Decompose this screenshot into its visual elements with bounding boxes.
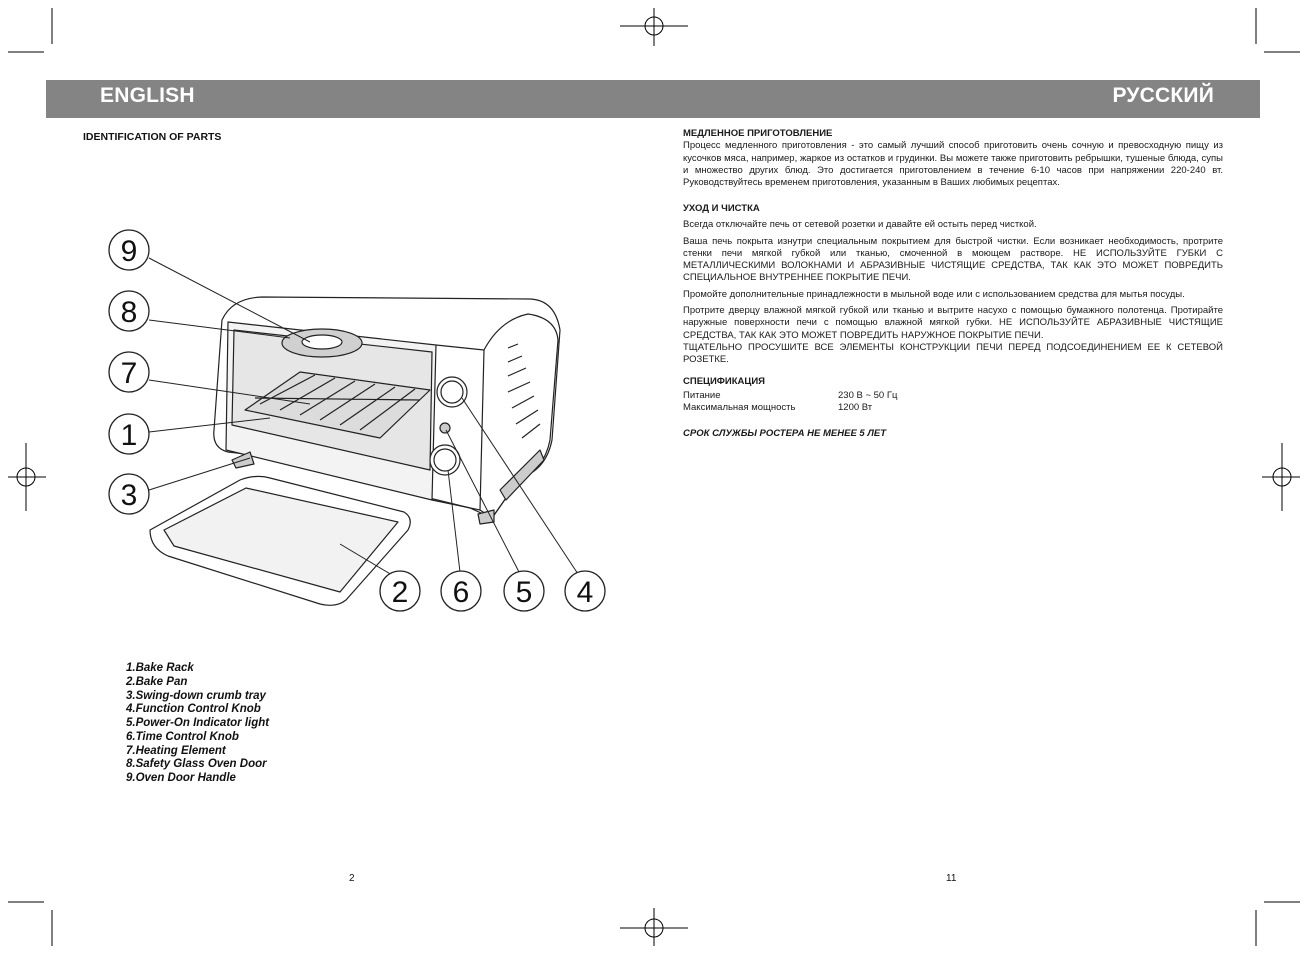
list-item: 6.Time Control Knob — [126, 730, 239, 743]
list-item: 7.Heating Element — [126, 744, 226, 757]
spec-value: 230 В ~ 50 Гц — [838, 390, 898, 401]
slow-cooking-title: МЕДЛЕННОЕ ПРИГОТОВЛЕНИЕ — [683, 128, 833, 139]
list-item: 5.Power-On Indicator light — [126, 717, 270, 729]
list-item: 9.Oven Door Handle — [126, 772, 236, 784]
page-number-right: 11 — [946, 873, 957, 884]
callout-label-5: 5 — [515, 576, 533, 609]
parts-list — [126, 662, 269, 786]
specs-title: СПЕЦИФИКАЦИЯ — [683, 376, 765, 387]
callout-label-3: 3 — [120, 479, 138, 512]
callout-label-9: 9 — [120, 235, 138, 268]
care-title: УХОД И ЧИСТКА — [683, 203, 760, 214]
language-header-bar — [46, 80, 1260, 118]
care-paragraph: Всегда отключайте печь от сетевой розетки и давайте ей остыть перед чисткой. — [683, 219, 1037, 231]
care-paragraph: Протрите дверцу влажной мягкой губкой или тканью и вытрите насухо с помощью бумажного полотенца. Протирайте наружные поверхности печи с помощью влажной мягкой губки. НЕ ИСПОЛЬЗУЙТЕ АБРАЗИВНЫЕ ЧИСТЯЩИЕ СРЕДСТВА, ТАК КАК ЭТО МОЖЕТ ПОВРЕДИТЬ НАРУЖНОЕ ПОКРЫТИЕ ПЕЧИ. — [683, 305, 1223, 341]
list-item: 4.Function Control Knob — [126, 703, 261, 716]
callout-label-2: 2 — [391, 576, 409, 609]
slow-cooking-text: Процесс медленного приготовления - это самый лучший способ приготовить очень сочную и превосходную пищу из кусочков мяса, например, жаркое из остатков и грудинки. Вы можете также приготовить ребрышки, тушеные блюда, супы и множество других блюд. Это достигается приготовлением в течение 6-10 часов при напряжении 220-240 вт. Руководствуйтесь временем приготовления, указанным в Ваших любимых рецептах. — [683, 140, 1223, 189]
callout-label-6: 6 — [452, 576, 470, 609]
callout-label-8: 8 — [120, 296, 138, 329]
care-section — [683, 203, 1223, 367]
list-item: 3.Swing-down crumb tray — [126, 689, 266, 702]
english-heading: ENGLISH — [100, 84, 195, 107]
spec-row-power — [683, 390, 898, 401]
slow-cooking-section — [683, 128, 1223, 189]
spec-label: Питание — [683, 390, 721, 401]
list-item: 1.Bake Rack — [126, 662, 194, 674]
spec-label: Максимальная мощность — [683, 402, 796, 413]
care-paragraph: ТЩАТЕЛЬНО ПРОСУШИТЕ ВСЕ ЭЛЕМЕНТЫ КОНСТРУКЦИИ ПЕЧИ ПЕРЕД ПОДСОЕДИНЕНИЕМ ЕЕ К СЕТЕВОЙ РОЗЕТКЕ. — [683, 341, 1223, 366]
toaster-oven-diagram — [100, 225, 620, 625]
specs-section — [683, 376, 1223, 388]
identification-title: IDENTIFICATION OF PARTS — [83, 131, 222, 143]
russian-heading: РУССКИЙ — [1112, 84, 1214, 107]
list-item: 2.Bake Pan — [126, 675, 188, 688]
spec-row-max-power — [683, 402, 873, 413]
care-paragraph: Ваша печь покрыта изнутри специальным покрытием для быстрой чистки. Если возникает необходимость, протрите стенки печи мягкой губкой или тканью, смоченной в моющем растворе. НЕ ИСПОЛЬЗУЙТЕ ГУБКИ С МЕТАЛЛИЧЕСКИМИ ВОЛОКНАМИ И АБРАЗИВНЫЕ ЧИСТЯЩИЕ СРЕДСТВА, ТАК КАК ЭТО МОЖЕТ ПОВРЕДИТЬ СПЕЦИАЛЬНОЕ ВНУТРЕННЕЕ ПОКРЫТИЕ ПЕЧИ. — [683, 235, 1223, 284]
callout-label-7: 7 — [120, 357, 138, 390]
spec-value: 1200 Вт — [838, 402, 873, 413]
page-number-left: 2 — [349, 873, 355, 884]
list-item: 8.Safety Glass Oven Door — [126, 758, 267, 771]
service-life-note: СРОК СЛУЖБЫ РОСТЕРА НЕ МЕНЕЕ 5 ЛЕТ — [683, 428, 887, 439]
callout-label-1: 1 — [120, 419, 138, 452]
callout-label-4: 4 — [576, 576, 594, 609]
care-paragraph: Промойте дополнительные принадлежности в мыльной воде или с использованием средства для мытья посуды. — [683, 288, 1185, 300]
